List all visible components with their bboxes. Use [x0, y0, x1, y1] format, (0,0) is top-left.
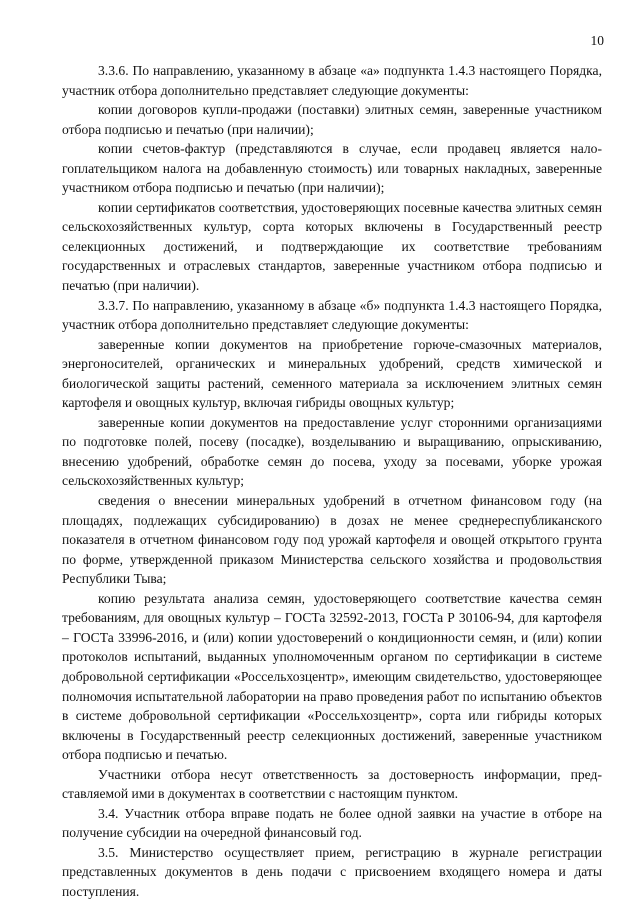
page-number: 10	[590, 33, 604, 48]
document-body	[62, 61, 602, 902]
paragraph-3-5: 3.5. Министерство осуществляет прием, регистрацию в журнале регистрации представленных документов в день подачи с присвоением входящего номера и даты поступления.	[62, 844, 602, 899]
paragraph-seed-analysis: копию результата анализа семян, удостоверяющего соответствие качества семян требованиям, для овощных культур – ГОСТа 32592-2013, ГОСТа Р 30106-94, для картофеля – ГОСТа 33996-2016, и (или) копии удостоверений о кондиционности семян, и (или) копии протоколов испытаний, выданных уполномоченным органом по сертификации в системе добровольной сертификации «Россельхозцентр», имеющим свидетельство, удостоверяющее полномочия испытательной лаборатории на право проведения работ по испытанию объектов в системе добровольной сертификации «Россельхозцентр», сорта или гибриды которых включены в Государственный реестр селекционных достижений, заверенные участником отбора подписью и печатью.	[62, 590, 602, 763]
paragraph-sale-contracts: копии договоров купли-продажи (поставки) элитных семян, заверенные участником отбора подписью и печатью (при наличии);	[62, 102, 602, 137]
paragraph-invoices: копии счетов-фактур (представляются в случае, если продавец является налогоплательщиком налога на добавленную стоимость) или товарных накладных, заверенные участником отбора подписью и печатью (при наличии);	[62, 141, 602, 196]
paragraph-fertilizer-info: сведения о внесении минеральных удобрений в отчетном финансовом году (на площадях, подлежащих субсидированию) в дозах не менее среднереспубликанского показателя в отчетном финансовом году под урожай картофеля и овощей открытого грунта по форме, утвержденной приказом Министерства сельского хозяйства и продовольствия Республики Тыва;	[62, 493, 602, 587]
paragraph-responsibility: Участники отбора несут ответственность за достоверность информации, представляемой ими в документах в соответствии с настоящим пунктом.	[62, 766, 602, 802]
paragraph-3-3-7-intro: 3.3.7. По направлению, указанному в абзаце «б» подпункта 1.4.3 настоящего Порядка, участник отбора дополнительно представляет следующие документы:	[62, 297, 602, 333]
paragraph-3-4: 3.4. Участник отбора вправе подать не более одной заявки на участие в отборе на получение субсидии на очередной финансовый год.	[62, 805, 602, 841]
paragraph-certificates: копии сертификатов соответствия, удостоверяющих посевные качества элитных семян сельскохозяйственных культур, сорта которых включены в Государственный реестр селекционных достижений, и подтверждающие их соответствие требованиям государственных и отраслевых стандартов, заверенные участником отбора подписью и печатью (при наличии).	[62, 199, 602, 294]
paragraph-service-documents: заверенные копии документов на предоставление услуг сторонними организациями по подготовке полей, посеву (посадке), возделыванию и выращиванию, опрыскиванию, внесению удобрений, обработке семян до посева, уходу за посевами, уборке урожая сельскохозяйственных культур;	[62, 414, 602, 489]
paragraph-3-3-6-intro: 3.3.6. По направлению, указанному в абзаце «а» подпункта 1.4.3 настоящего Порядка, участник отбора дополнительно представляет следующие документы:	[62, 63, 602, 98]
paragraph-purchase-documents: заверенные копии документов на приобретение горюче-смазочных материалов, энергоносителей, органических и минеральных удобрений, средств химической и биологической защиты растений, семенного материала за исключением элитных семян картофеля и овощных культур, включая гибриды овощных культур;	[62, 336, 602, 411]
